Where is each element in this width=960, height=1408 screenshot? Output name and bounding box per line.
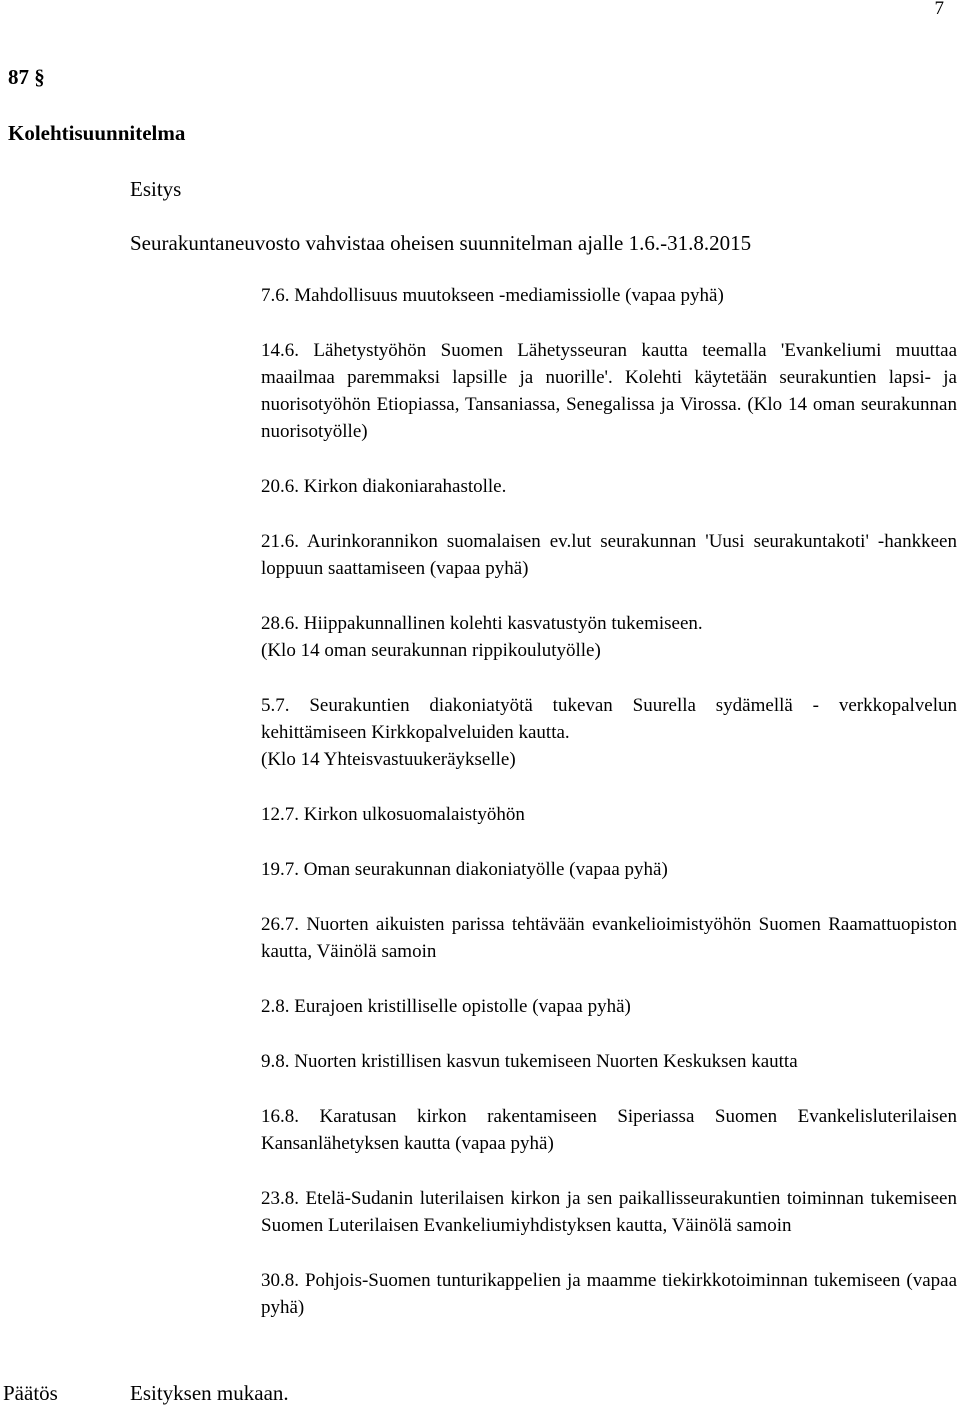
schedule-entry: 19.7. Oman seurakunnan diakoniatyölle (vapaa pyhä) <box>261 859 668 880</box>
section-number: 87 § <box>8 65 45 89</box>
schedule-entry: 26.7. Nuorten aikuisten parissa tehtävään evankelioimistyöhön Suomen Raamattuopiston kautta, Väinölä samoin <box>261 914 957 962</box>
schedule-entry: 7.6. Mahdollisuus muutokseen -mediamissiolle (vapaa pyhä) <box>261 285 724 306</box>
schedule-entry: 16.8. Karatusan kirkon rakentamiseen Siperiassa Suomen Evankelisluterilaisen Kansanlähetyksen kautta (vapaa pyhä) <box>261 1106 957 1154</box>
schedule-entry: 23.8. Etelä-Sudanin luterilaisen kirkon ja sen paikallisseurakuntien toiminnan tukemiseen Suomen Luterilaisen Evankeliumiyhdistyksen kautta, Väinölä samoin <box>261 1188 957 1236</box>
schedule-entry: 30.8. Pohjois-Suomen tunturikappelien ja maamme tiekirkkotoiminnan tukemiseen (vapaa pyhä) <box>261 1270 957 1318</box>
schedule-entry: 28.6. Hiippakunnallinen kolehti kasvatustyön tukemiseen. (Klo 14 oman seurakunnan rippikoulutyölle) <box>261 613 703 661</box>
schedule-entry: 5.7. Seurakuntien diakoniatyötä tukevan Suurella sydämellä - verkkopalvelun kehittämiseen Kirkkopalveluiden kautta. (Klo 14 Yhteisvastuukeräykselle) <box>261 695 957 770</box>
schedule-entry: 2.8. Eurajoen kristilliselle opistolle (vapaa pyhä) <box>261 996 631 1017</box>
schedule-entry: 21.6. Aurinkorannikon suomalaisen ev.lut seurakunnan 'Uusi seurakuntakoti' -hankkeen loppuun saattamiseen (vapaa pyhä) <box>261 531 957 579</box>
decision-text: Esityksen mukaan. <box>130 1381 289 1405</box>
decision-label: Päätös <box>3 1381 58 1405</box>
proposal-label: Esitys <box>130 177 182 201</box>
collection-schedule <box>261 282 957 1321</box>
proposal-intro: Seurakuntaneuvosto vahvistaa oheisen suunnitelman ajalle 1.6.-31.8.2015 <box>130 231 752 255</box>
page-number: 7 <box>934 0 944 19</box>
schedule-entry: 14.6. Lähetystyöhön Suomen Lähetysseuran kautta teemalla 'Evankeliumi muuttaa maailmaa paremmaksi lapsille ja nuorille'. Kolehti käytetään seurakuntien lapsi- ja nuorisotyöhön Etiopiassa, Tansaniassa, Senegalissa ja Virossa. (Klo 14 oman seurakunnan nuorisotyölle) <box>261 340 957 442</box>
schedule-entry: 20.6. Kirkon diakoniarahastolle. <box>261 476 507 497</box>
schedule-entry: 9.8. Nuorten kristillisen kasvun tukemiseen Nuorten Keskuksen kautta <box>261 1051 798 1072</box>
schedule-entry: 12.7. Kirkon ulkosuomalaistyöhön <box>261 804 525 825</box>
document-title: Kolehtisuunnitelma <box>8 121 186 145</box>
